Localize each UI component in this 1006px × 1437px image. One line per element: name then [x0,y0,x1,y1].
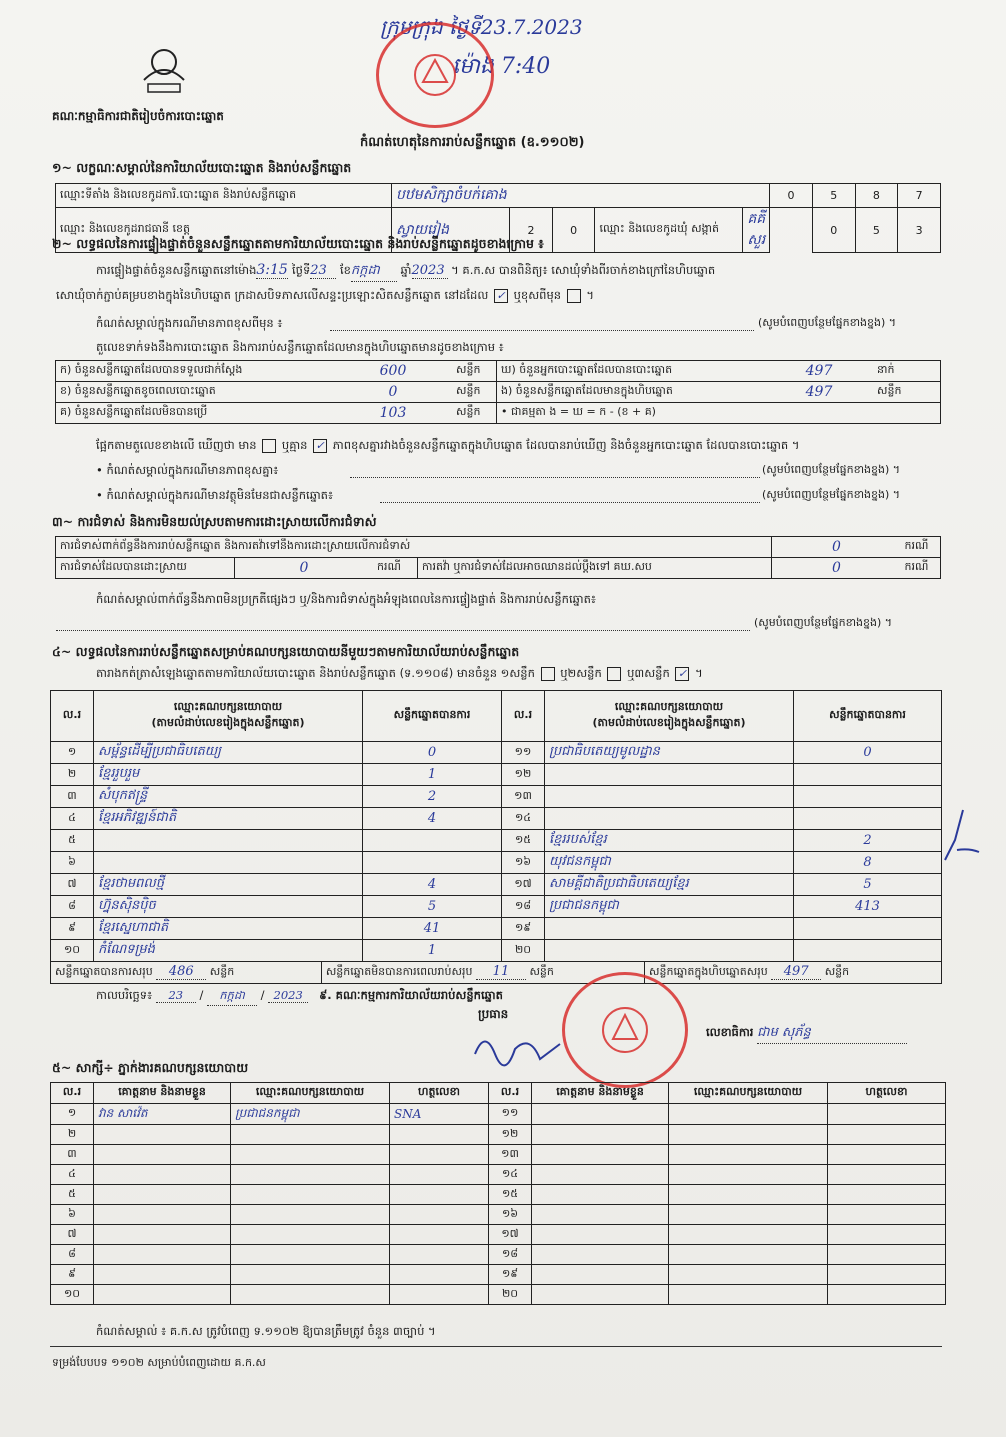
party-votes: 1 [363,940,502,962]
objection-count-unit: ករណី [900,537,940,558]
party-row [51,764,942,786]
p1-text-e: ។ គ.ក.ស បានពិនិត្យ៖ សោឃុំទាំងពីរចាក់ខាងក្រៅនៃហិបឆ្នោត [451,263,716,277]
witness-party [231,1205,390,1225]
w-col-sign-left: ហត្ថលេខា [390,1083,489,1104]
witness-party [231,1145,390,1165]
form-title: កំណត់ហេតុនៃការរាប់សន្លឹកឆ្នោត (ឧ.១១០២) [360,135,585,150]
witness-party [669,1205,828,1225]
witness-name [532,1145,669,1165]
party-no: ១៧ [502,874,545,896]
witness-name [94,1125,231,1145]
section-4-heading: ៤~ លទ្ធផលនៃការរាប់សន្លឹកឆ្នោតសម្រាប់គណបក្សនយោបាយនីមួយៗតាមការិយាល័យរាប់សន្លឹកឆ្នោត [52,644,520,659]
difference-note-label: កំណត់សម្គាល់ក្នុងករណីមានភាពខុសពីមុន ៖ [96,316,283,330]
witness-name [94,1245,231,1265]
check-time: 3:15 [256,262,288,278]
party-no: ១ [51,742,94,764]
party-name [94,852,363,874]
org-name: គណៈកម្មាធិការជាតិរៀបចំការបោះឆ្នោត [52,109,224,123]
witness-signature [828,1185,946,1205]
witness-no: ១៣ [489,1145,532,1165]
p1-text-d: ឆ្នាំ [400,263,412,277]
witness-party [231,1245,390,1265]
tally-sheet-line: តារាងកត់ត្រាសំឡេងឆ្នោតតាមការិយាល័យបោះឆ្នោត និងរាប់សន្លឹកឆ្នោត (ទ.១១០៨) មានចំនួន ១សន្លឹក ឬ២សន្លឹក ឬ៣សន្លឹក ✓ ។ [96,666,703,680]
witness-no: ១៧ [489,1225,532,1245]
witness-name [532,1225,669,1245]
party-no: ៣ [51,786,94,808]
fill-back-note-3: (សូមបំពេញបន្ថែមផ្នែកខាងខ្នង) ។ [762,488,901,501]
witness-party [669,1165,828,1185]
witness-name [94,1165,231,1185]
party-name [545,786,794,808]
checkbox-two-sheets[interactable] [607,667,621,681]
total-valid-label: សន្លឹកឆ្នោតបានការសរុប [55,965,153,978]
witness-name [532,1245,669,1265]
witness-party [669,1104,828,1125]
w-col-sign-right: ហត្ថលេខា [828,1083,946,1104]
in-box-unit: សន្លឹក [873,382,941,403]
commune-label: ឈ្មោះ និងលេខកូដឃុំ សង្កាត់ [595,208,743,253]
party-row [51,896,942,918]
chair-signature-icon [470,1024,570,1077]
witness-no: ២០ [489,1285,532,1305]
party-no: ៤ [51,808,94,830]
appeal-label: ការតវ៉ា ឬការជំទាស់ដែលអាចឈានដល់ប្តឹងទៅ គឃ.សប [418,558,772,579]
center-code-1: 0 [770,184,813,208]
party-no: ១៣ [502,786,545,808]
witness-row [51,1205,946,1225]
party-votes: 8 [794,852,942,874]
party-no: ២០ [502,940,545,962]
intro-text-a: តារាងកត់ត្រាសំឡេងឆ្នោតតាមការិយាល័យបោះឆ្នោត និងរាប់សន្លឹកឆ្នោត (ទ.១១០៨) មានចំនួន ១សន្លឹក [96,666,535,680]
col-votes-left: សន្លឹកឆ្នោតបានការ [363,691,502,742]
party-votes: 1 [363,764,502,786]
party-name: សម្ព័ន្ធដើម្បីប្រជាធិបតេយ្យ [94,742,363,764]
witness-row [51,1225,946,1245]
party-name: ខ្មែរអភិវឌ្ឍន៍ជាតិ [94,808,363,830]
witness-party [669,1285,828,1305]
witness-no: ១៩ [489,1265,532,1285]
province-code-2: 0 [552,208,595,253]
witness-signature [390,1205,489,1225]
witness-party [669,1245,828,1265]
party-row [51,852,942,874]
party-name: ខ្មែរថាមពលថ្មី [94,874,363,896]
party-name: សាមគ្គីជាតិប្រជាធិបតេយ្យខ្មែរ [545,874,794,896]
commune-code-1: 0 [812,208,855,253]
witness-signature [828,1265,946,1285]
party-votes: 0 [794,742,942,764]
check-day: 23 [310,263,336,279]
objection-count-value: 0 [772,537,901,558]
party-no: ២ [51,764,94,786]
witness-table [50,1082,946,1305]
total-invalid-label: សន្លឹកឆ្នោតមិនបានការពេលរាប់សរុប [325,965,473,978]
checkbox-one-sheet[interactable] [541,667,555,681]
checkbox-different[interactable] [567,289,581,303]
w-col-party-left: ឈ្មោះគណបក្សនយោបាយ [231,1083,390,1104]
party-row [51,830,942,852]
party-votes: 4 [363,874,502,896]
party-row [51,742,942,764]
witness-no: ១១ [489,1104,532,1125]
totals-row: សន្លឹកឆ្នោតបានការសរុប 486 សន្លឹក សន្លឹកឆ្នោតមិនបានការពេលរាប់សរុប 11 សន្លឹក សន្លឹកឆ្នោតក្នុងហិបឆ្នោតសរុប 497 សន្លឹក [51,962,941,983]
fill-back-note-1: (សូមបំពេញបន្ថែមផ្នែកខាងខ្នង) ។ [758,316,897,329]
w-col-name-right: គោត្តនាម និងនាមខ្លួន [532,1083,669,1104]
section-1-heading: ១~ លក្ខណៈសម្គាល់នៃការិយាល័យបោះឆ្នោត និងរាប់សន្លឹកឆ្នោត [52,160,352,175]
witness-party [669,1125,828,1145]
date-year: 2023 [268,988,308,1003]
witness-signature [390,1265,489,1285]
witness-party [231,1185,390,1205]
appeal-value: 0 [772,558,901,579]
commune-code-3: 3 [898,208,941,253]
witness-no: ១៨ [489,1245,532,1265]
col-party-left: ឈ្មោះគណបក្សនយោបាយ (តាមលំដាប់លេខរៀងក្នុងសន្លឹកឆ្នោត) [94,691,363,742]
witness-no: ៥ [51,1185,94,1205]
resolved-label: ការជំទាស់ដែលបានដោះស្រាយ [56,558,235,579]
figures-intro: តួលេខទាក់ទងនឹងការបោះឆ្នោត និងការរាប់សន្លឹកឆ្នោតដែលមានក្នុងហិបឆ្នោតមានដូចខាងក្រោម ៖ [96,340,504,354]
date-month: កក្កដា [207,988,257,1006]
margin-check-icon [935,800,985,873]
witness-signature [828,1205,946,1225]
section-2-heading: ២~ លទ្ធផលនៃការផ្ទៀងផ្ទាត់ចំនួនសន្លឹកឆ្នោតតាមការិយាល័យបោះឆ្នោត និងរាប់សន្លឹកឆ្នោតដូចខាងក្រោម ៖ [52,236,544,251]
received-label: ក) ចំនួនសន្លឹកឆ្នោតដែលបានទទួលជាក់ស្តែង [56,361,335,382]
witness-name [94,1145,231,1165]
witness-no: ១២ [489,1125,532,1145]
party-votes: 5 [363,896,502,918]
objection-count-label: ការជំទាស់ពាក់ព័ន្ធនឹងការរាប់សន្លឹកឆ្នោត និងការតវ៉ាទៅនឹងការដោះស្រាយលើការជំទាស់ [56,537,772,558]
bullet-nonballot-note: • កំណត់សម្គាល់ក្នុងករណីមានវត្ថុមិនមែនជាសន្លឹកឆ្នោត៖ [96,488,334,502]
witness-name [532,1265,669,1285]
top-time-note: ម៉ោង 7:40 [452,54,551,79]
checkbox-has-discrepancy[interactable] [262,439,276,453]
ballot-figures-table [55,360,941,424]
party-votes: 2 [363,786,502,808]
witness-party [231,1165,390,1185]
party-name [94,830,363,852]
p1-text-c: ខែ [339,263,351,277]
witness-signature [828,1125,946,1145]
intro-text-c: ឬ៣សន្លឹក [627,666,670,680]
witness-signature [390,1245,489,1265]
party-no: ១៩ [502,918,545,940]
witness-party [231,1125,390,1145]
witness-name: វាន សាវ៉េត [94,1104,231,1125]
party-name: ខ្មែររួបរួម [94,764,363,786]
witness-signature [828,1145,946,1165]
resolved-value: 0 [235,558,374,579]
party-votes [794,940,942,962]
fill-back-note-4: (សូមបំពេញបន្ថែមផ្នែកខាងខ្នង) ។ [754,616,893,629]
witness-no: ១ [51,1104,94,1125]
center-code-3: 8 [855,184,898,208]
party-no: ១០ [51,940,94,962]
party-no: ១៤ [502,808,545,830]
col-votes-right: សន្លឹកឆ្នោតបានការ [794,691,942,742]
party-no: ១៦ [502,852,545,874]
w-col-no-left: ល.រ [51,1083,94,1104]
nec-emblem-icon [134,40,194,98]
witness-name [94,1185,231,1205]
witness-name [94,1205,231,1225]
received-value: 600 [334,361,452,382]
witness-signature [390,1165,489,1185]
witness-signature [828,1285,946,1305]
witness-party: ប្រជាជនកម្ពុជា [231,1104,390,1125]
witness-party [231,1285,390,1305]
witness-row [51,1265,946,1285]
witness-signature [390,1285,489,1305]
witness-row [51,1185,946,1205]
voters-unit: នាក់ [873,361,941,382]
secretary-name: ជាម សុភ័ន្ធ [757,1024,907,1044]
commune-name: គគីសួរ [743,208,770,253]
check-year: 2023 [412,263,448,279]
witness-signature [390,1185,489,1205]
party-no: ១២ [502,764,545,786]
center-name: បឋមសិក្សាចំបក់គោង [392,184,770,208]
witness-no: ២ [51,1125,94,1145]
p5-text-c: ភាពខុសគ្នារវាងចំនួនសន្លឹកឆ្នោតក្នុងហិបឆ្នោត ដែលបានរាប់ឃើញ និងចំនួនអ្នកបោះឆ្នោត ដែលបានបោះឆ្នោត ។ [332,438,800,452]
party-votes [794,764,942,786]
total-invalid-value: 11 [476,964,526,980]
witness-no: ៦ [51,1205,94,1225]
party-row [51,918,942,940]
party-name: ខ្មែររបស់ខ្មែរ [545,830,794,852]
discrepancy-line [96,438,799,455]
witness-party [669,1185,828,1205]
witness-no: ១០ [51,1285,94,1305]
witness-no: ៣ [51,1145,94,1165]
party-name: សំបុកឥន្ទ្រី [94,786,363,808]
party-no: ១៥ [502,830,545,852]
w-col-name-left: គោត្តនាម និងនាមខ្លួន [94,1083,231,1104]
spoiled-unit: សន្លឹក [452,382,497,403]
witness-name [94,1265,231,1285]
commune-code-2: 5 [855,208,898,253]
party-name: ខ្មែរស្នេហាជាតិ [94,918,363,940]
province-name: ស្វាយរៀង [392,208,510,253]
voters-value: 497 [765,361,873,382]
witness-name [532,1205,669,1225]
witness-no: ១៤ [489,1165,532,1185]
party-name [545,808,794,830]
official-stamp-top [376,22,494,128]
party-votes: 0 [363,742,502,764]
witness-row [51,1165,946,1185]
witness-note: កំណត់សម្គាល់ ៖ គ.ក.ស ត្រូវបំពេញ ទ.១១០២ ឱ្យបានត្រឹមត្រូវ ចំនួន ៣ច្បាប់ ។ [96,1324,436,1338]
in-box-value: 497 [765,382,873,403]
party-name: យុវជនកម្ពុជា [545,852,794,874]
witness-signature [828,1165,946,1185]
party-name: កំណែទម្រង់ [94,940,363,962]
party-no: ១១ [502,742,545,764]
spoiled-label: ខ) ចំនួនសន្លឹកឆ្នោតខូចពេលបោះឆ្នោត [56,382,335,403]
party-votes [794,808,942,830]
party-votes: 5 [794,874,942,896]
formula-note: • ជាគម្មតា ង = ឃ = ក - (ខ + គ) [497,403,941,424]
party-votes: 41 [363,918,502,940]
fill-back-note-2: (សូមបំពេញបន្ថែមផ្នែកខាងខ្នង) ។ [762,463,901,476]
unused-value: 103 [334,403,452,424]
witness-signature [390,1125,489,1145]
party-row [51,808,942,830]
col-party-right: ឈ្មោះគណបក្សនយោបាយ (តាមលំដាប់លេខរៀងក្នុងសន្លឹកឆ្នោត) [545,691,794,742]
intro-text-b: ឬ២សន្លឹក [560,666,602,680]
witness-signature [828,1225,946,1245]
witness-name [532,1185,669,1205]
province-code-1: 2 [510,208,553,253]
witness-name [532,1125,669,1145]
p5-text-b: ឬគ្មាន [281,438,308,452]
center-code-2: 5 [812,184,855,208]
party-votes: 2 [794,830,942,852]
verification-paragraph [96,262,946,282]
witness-party [231,1225,390,1245]
official-stamp-committee [562,972,688,1088]
checkbox-three-sheets[interactable]: ✓ [675,667,689,681]
witness-no: ១៥ [489,1185,532,1205]
voters-label: ឃ) ចំនួនអ្នកបោះឆ្នោតដែលបានបោះឆ្នោត [497,361,766,382]
province-label: ឈ្មោះ និងលេខកូដរាជធានី ខេត្ត [56,208,392,253]
bullet-discrepancy-note: • កំណត់សម្គាល់ក្នុងករណីមានភាពខុសគ្នា៖ [96,463,279,477]
witness-no: ៤ [51,1165,94,1185]
witness-no: ៩ [51,1265,94,1285]
witness-party [231,1265,390,1285]
witness-row [51,1245,946,1265]
total-box-label: សន្លឹកឆ្នោតក្នុងហិបឆ្នោតសរុប [649,965,768,978]
witness-signature [390,1145,489,1165]
section-3-heading: ៣~ ការជំទាស់ និងការមិនយល់ស្របតាមការដោះស្រាយលើការជំទាស់ [52,514,377,529]
top-date-note: ក្រុមក្រុង ថ្ងៃទី23.7.2023 [380,15,583,39]
witness-name [532,1165,669,1185]
chair-label: ប្រធាន [478,1007,509,1021]
party-no: ៧ [51,874,94,896]
party-row [51,940,942,962]
w-col-party-right: ឈ្មោះគណបក្សនយោបាយ [669,1083,828,1104]
spoiled-value: 0 [334,382,452,403]
witness-party [669,1265,828,1285]
col-no-left: ល.រ [51,691,94,742]
party-votes [794,786,942,808]
center-code-4: 7 [898,184,941,208]
irregularity-note: កំណត់សម្គាល់ពាក់ព័ន្ធនឹងភាពមិនប្រក្រតីផ្សេងៗ ឬ/និងការជំទាស់ក្នុងអំឡុងពេលនៃការផ្ទៀងផ្ទាត់ និងការរាប់សន្លឹកឆ្នោត៖ [96,592,596,606]
party-votes: 413 [794,896,942,918]
witness-row [51,1285,946,1305]
witness-name [94,1225,231,1245]
objections-table [55,536,941,579]
party-no: ៥ [51,830,94,852]
date-day: 23 [156,988,196,1003]
witness-no: ៧ [51,1225,94,1245]
party-results-table [50,690,942,984]
unused-label: គ) ចំនួនសន្លឹកឆ្នោតដែលមិនបានប្រើ [56,403,335,424]
p1-text-b: ថ្ងៃទី [292,263,311,277]
party-name: ប្រជាជនកម្ពុជា [545,896,794,918]
form-footer: ទម្រង់បែបបទ ១១០២ សម្រាប់បំពេញដោយ គ.ក.ស [52,1356,266,1369]
witness-no: ១៦ [489,1205,532,1225]
party-name [545,764,794,786]
party-votes [363,852,502,874]
party-row [51,786,942,808]
w-col-no-right: ល.រ [489,1083,532,1104]
appeal-unit: ករណី [900,558,940,579]
witness-party [669,1145,828,1165]
seal-status-line: សោឃុំចាក់ភ្ជាប់គម្របខាងក្នុងនៃហិបឆ្នោត ក្រដាសបិទភាសលើសន្ទះប្រឡោះសិតសន្លឹកឆ្នោត នៅដដែល ✓ ឬខុសពីមុន ។ [56,288,594,302]
date-line: កាលបរិច្ឆេទ៖ 23 / កក្កដា / 2023 ៩. គណៈកម្មការការិយាល័យរាប់សន្លឹកឆ្នោត [96,988,503,1006]
witness-row [51,1125,946,1145]
resolved-unit: ករណី [373,558,418,579]
party-no: ៦ [51,852,94,874]
witness-row [51,1104,946,1125]
total-box-value: 497 [771,964,821,980]
witness-signature: SNA [390,1104,489,1125]
party-name [545,940,794,962]
party-no: ១៨ [502,896,545,918]
party-row [51,874,942,896]
party-votes [794,918,942,940]
received-unit: សន្លឹក [452,361,497,382]
p5-text-a: ផ្អែកតាមតួលេខខាងលើ ឃើញថា មាន [96,438,257,452]
witness-signature [828,1104,946,1125]
party-no: ៩ [51,918,94,940]
in-box-label: ង) ចំនួនសន្លឹកឆ្នោតដែលមានក្នុងហិបឆ្នោត [497,382,766,403]
checkbox-same[interactable]: ✓ [494,289,508,303]
party-name: ហ្វ៊ុនស៊ិនប៉ិច [94,896,363,918]
checkbox-no-discrepancy[interactable]: ✓ [313,439,327,453]
witness-name [532,1285,669,1305]
witness-party [669,1225,828,1245]
witness-name [532,1104,669,1125]
col-no-right: ល.រ [502,691,545,742]
center-label: ឈ្មោះទីតាំង និងលេខកូដការិ.បោះឆ្នោត និងរាប់សន្លឹកឆ្នោត [56,184,392,208]
p1-text-a: ការផ្ទៀងផ្ទាត់ចំនួនសន្លឹកឆ្នោតនៅម៉ោង [96,263,257,277]
witness-no: ៨ [51,1245,94,1265]
unused-unit: សន្លឹក [452,403,497,424]
secretary-label: លេខាធិការ [706,1025,754,1039]
party-name: ប្រជាធិបតេយ្យមូលដ្ឋាន [545,742,794,764]
witness-row [51,1145,946,1165]
party-no: ៨ [51,896,94,918]
total-valid-value: 486 [156,964,206,980]
party-name [545,918,794,940]
party-votes: 4 [363,808,502,830]
party-votes [363,830,502,852]
check-month: កក្កដា [351,262,397,282]
witness-signature [828,1245,946,1265]
committee-label: ៩. គណៈកម្មការការិយាល័យរាប់សន្លឹកឆ្នោត [319,988,503,1002]
p2-text-b: ឬខុសពីមុន [513,288,562,302]
witness-name [94,1285,231,1305]
section-5-heading: ៥~ សាក្សី÷ ភ្នាក់ងារគណបក្សនយោបាយ [52,1060,249,1075]
secretary-line [706,1024,907,1044]
p2-text-a: សោឃុំចាក់ភ្ជាប់គម្របខាងក្នុងនៃហិបឆ្នោត ក្រដាសបិទភាសលើសន្ទះប្រឡោះសិតសន្លឹកឆ្នោត នៅដដែល [56,288,489,302]
witness-signature [390,1225,489,1245]
